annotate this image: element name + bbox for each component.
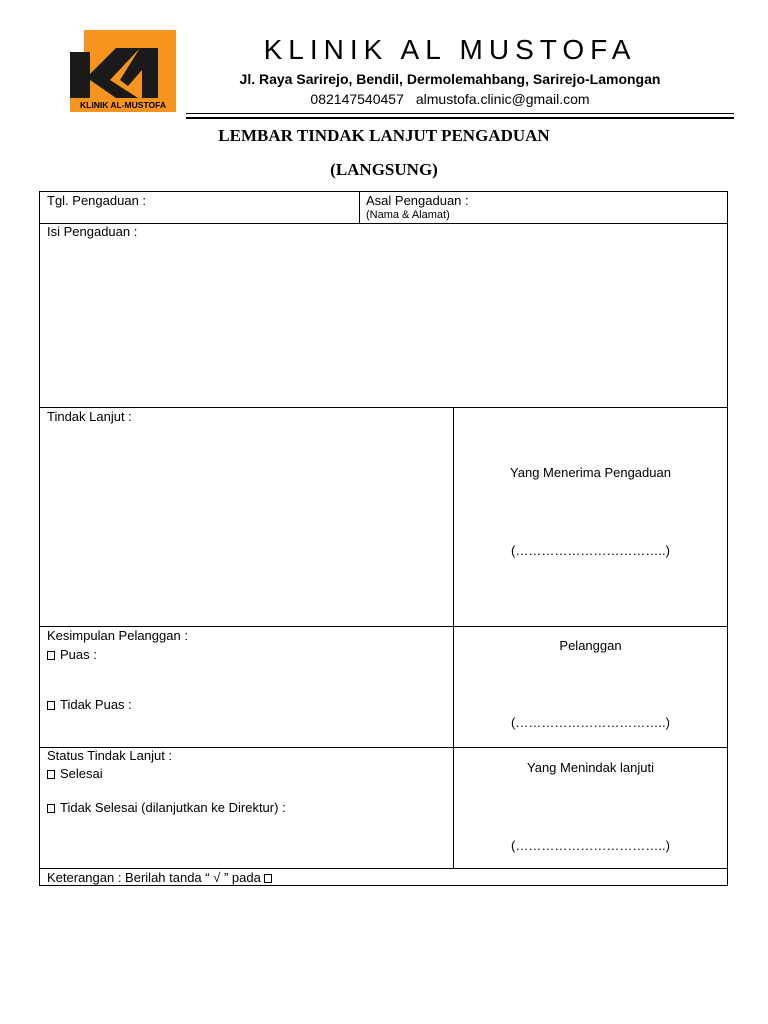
isi-pengaduan-label: Isi Pengaduan :	[47, 224, 138, 239]
tidak-puas-checkbox[interactable]	[47, 701, 55, 710]
header-rule-thick	[186, 117, 734, 119]
penerima-signature-line: (……………………………..)	[511, 543, 670, 558]
kesimpulan-label: Kesimpulan Pelanggan :	[47, 628, 188, 643]
tindak-lanjut-label: Tindak Lanjut :	[47, 409, 132, 424]
clinic-contact	[200, 91, 700, 107]
asal-pengaduan-label: Asal Pengaduan :	[366, 193, 469, 208]
puas-option[interactable]	[47, 647, 97, 662]
tidak-puas-label: Tidak Puas :	[60, 697, 132, 712]
pelanggan-label: Pelanggan	[559, 638, 622, 653]
asal-pengaduan-hint: (Nama & Alamat)	[366, 209, 450, 221]
selesai-checkbox[interactable]	[47, 770, 55, 779]
selesai-option[interactable]	[47, 766, 103, 781]
tgl-pengaduan-label: Tgl. Pengaduan :	[47, 193, 147, 208]
keterangan-label: Keterangan : Berilah tanda “ √ ” pada	[47, 870, 261, 885]
clinic-phone: 082147540457	[310, 91, 404, 107]
selesai-label: Selesai	[60, 766, 103, 781]
penerima-label: Yang Menerima Pengaduan	[510, 465, 671, 480]
row-divider	[40, 407, 727, 408]
complaint-form	[39, 191, 728, 886]
row-divider	[40, 626, 727, 627]
menindak-signature-line: (……………………………..)	[511, 838, 670, 853]
header-rule-thin	[186, 113, 734, 114]
puas-checkbox[interactable]	[47, 651, 55, 660]
row-divider	[40, 223, 727, 224]
tidak-selesai-option[interactable]	[47, 800, 286, 815]
tidak-selesai-checkbox[interactable]	[47, 804, 55, 813]
clinic-address: Jl. Raya Sarirejo, Bendil, Dermolemahbang, Sarirejo-Lamongan	[239, 71, 661, 87]
puas-label: Puas :	[60, 647, 97, 662]
clinic-email: almustofa.clinic@gmail.com	[415, 91, 590, 107]
menindak-label: Yang Menindak lanjuti	[527, 760, 654, 775]
tidak-puas-option[interactable]	[47, 697, 132, 712]
tidak-selesai-label: Tidak Selesai (dilanjutkan ke Direktur) :	[60, 800, 286, 815]
checkbox-example-icon	[264, 874, 272, 883]
pelanggan-signature-line: (……………………………..)	[511, 715, 670, 730]
status-label: Status Tindak Lanjut :	[47, 748, 173, 763]
col-divider	[359, 192, 360, 223]
row-divider	[40, 868, 727, 869]
clinic-name: KLINIK AL MUSTOFA	[263, 34, 637, 65]
form-title: LEMBAR TINDAK LANJUT PENGADUAN	[218, 126, 550, 145]
clinic-logo	[70, 30, 176, 112]
keterangan-note	[47, 870, 277, 885]
logo-text: KLINIK AL-MUSTOFA	[80, 100, 166, 110]
clinic-logo-graphic	[70, 30, 176, 112]
form-subtitle: (LANGSUNG)	[330, 160, 438, 179]
